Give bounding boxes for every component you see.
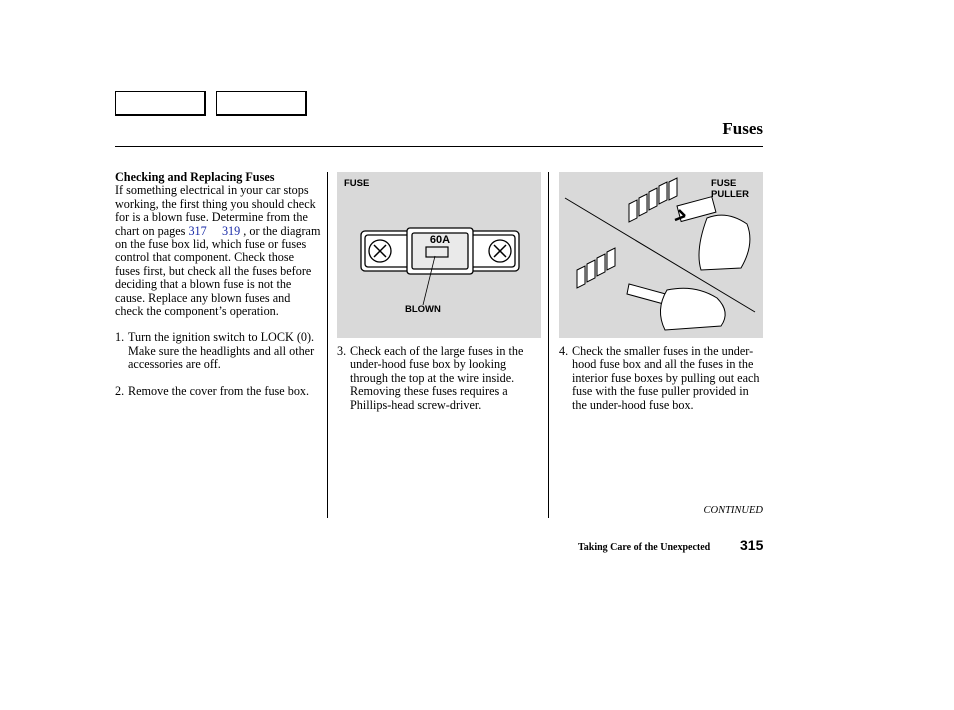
step-number: 2.: [115, 383, 125, 398]
intro-text-start: If something electrical in your car stops working, the first thing you should check for is a blown fuse. Determine from the chart on pages: [115, 183, 316, 238]
footer-section-title: Taking Care of the Unexpected: [578, 542, 711, 553]
step-text: Check the smaller fuses in the under-hood fuse box and all the fuses in the interior fuse boxes by pulling out each fuse with the fuse puller provided in the under-hood fuse box.: [572, 344, 760, 412]
step-number: 4.: [559, 344, 569, 358]
step-3: [337, 345, 542, 412]
figure-large-fuse: [337, 172, 541, 338]
figure-label-fuse-puller-line-2: PULLER: [711, 189, 749, 200]
figure-fuse-puller: [559, 172, 763, 338]
page-link-317[interactable]: 317: [188, 223, 207, 238]
continued-label: CONTINUED: [703, 505, 763, 516]
fuse-rating: 60A: [429, 234, 451, 246]
title-divider: [115, 146, 763, 147]
column-3: [559, 345, 764, 412]
column-divider-1: [327, 172, 328, 518]
page-title: Fuses: [722, 119, 763, 138]
intro-paragraph: [115, 184, 321, 318]
figure-label-blown: BLOWN: [405, 304, 441, 315]
step-number: 1.: [115, 330, 125, 345]
step-1: [115, 331, 321, 371]
figure-label-fuse-puller-line-1: FUSE: [711, 178, 737, 189]
nav-button-previous[interactable]: [115, 91, 206, 116]
page-link-319[interactable]: 319: [221, 223, 241, 238]
step-2: [115, 385, 321, 398]
column-1: [115, 171, 321, 398]
page-number: 315: [740, 537, 764, 553]
section-heading: Checking and Replacing Fuses: [115, 170, 275, 184]
column-divider-2: [548, 172, 549, 518]
step-number: 3.: [337, 344, 347, 358]
step-text: Check each of the large fuses in the under-hood fuse box by looking through the top at the wire inside. Removing these fuses requires a Phillips-head screw-driver.: [350, 344, 524, 412]
nav-button-next[interactable]: [216, 91, 307, 116]
step-text: Remove the cover from the fuse box.: [128, 383, 310, 398]
step-4: [559, 345, 764, 412]
intro-text-end: , or the diagram on the fuse box lid, which fuse or fuses control that component. Check those fuses first, but check all the fuses before deciding that a blown fuse is not the cause. Replace any blown fuses and check the component’s operation.: [115, 223, 321, 319]
column-2: [337, 345, 542, 412]
figure-label-fuse: FUSE: [344, 178, 370, 189]
step-text: Turn the ignition switch to LOCK (0). Make sure the headlights and all other accessories are off.: [128, 330, 315, 372]
